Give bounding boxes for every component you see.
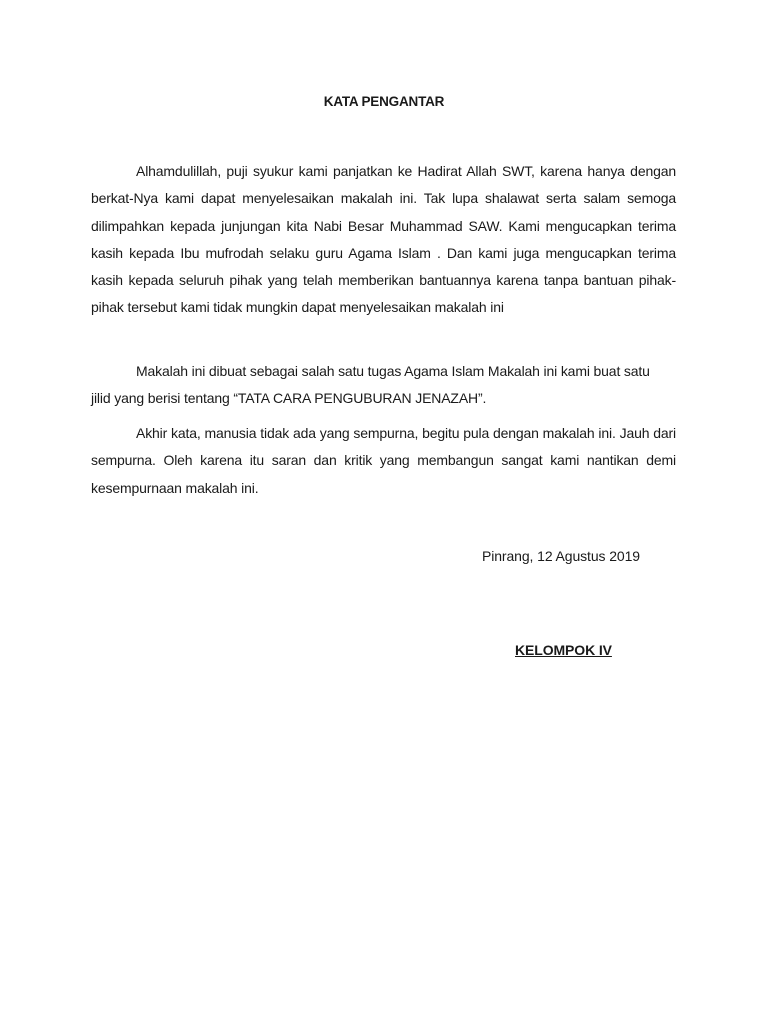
paragraph-purpose: Makalah ini dibuat sebagai salah satu tugas Agama Islam Makalah ini kami buat satu jilid yang berisi tentang “TATA CARA PENGUBURAN JENAZAH”.	[91, 363, 650, 407]
paragraph-opening: Alhamdulillah, puji syukur kami panjatkan ke Hadirat Allah SWT, karena hanya dengan berkat-Nya kami dapat menyelesaikan makalah ini. Tak lupa shalawat serta salam semoga dilimpahkan kepada junjungan kita Nabi Besar Muhammad SAW. Kami mengucapkan terima kasih kepada Ibu mufrodah selaku guru Agama Islam . Dan kami juga mengucapkan terima kasih kepada seluruh pihak yang telah memberikan bantuannya karena tanpa bantuan pihak-pihak tersebut kami tidak mungkin dapat menyelesaikan makalah ini	[91, 163, 676, 316]
page-title: KATA PENGANTAR	[323, 94, 445, 109]
paragraph-closing: Akhir kata, manusia tidak ada yang sempurna, begitu pula dengan makalah ini. Jauh dari sempurna. Oleh karena itu saran dan kritik yang membangun sangat kami nantikan demi kesempurnaan makalah ini.	[91, 425, 676, 496]
author-signature: KELOMPOK IV	[515, 642, 612, 658]
place-date: Pinrang, 12 Agustus 2019	[482, 548, 640, 564]
